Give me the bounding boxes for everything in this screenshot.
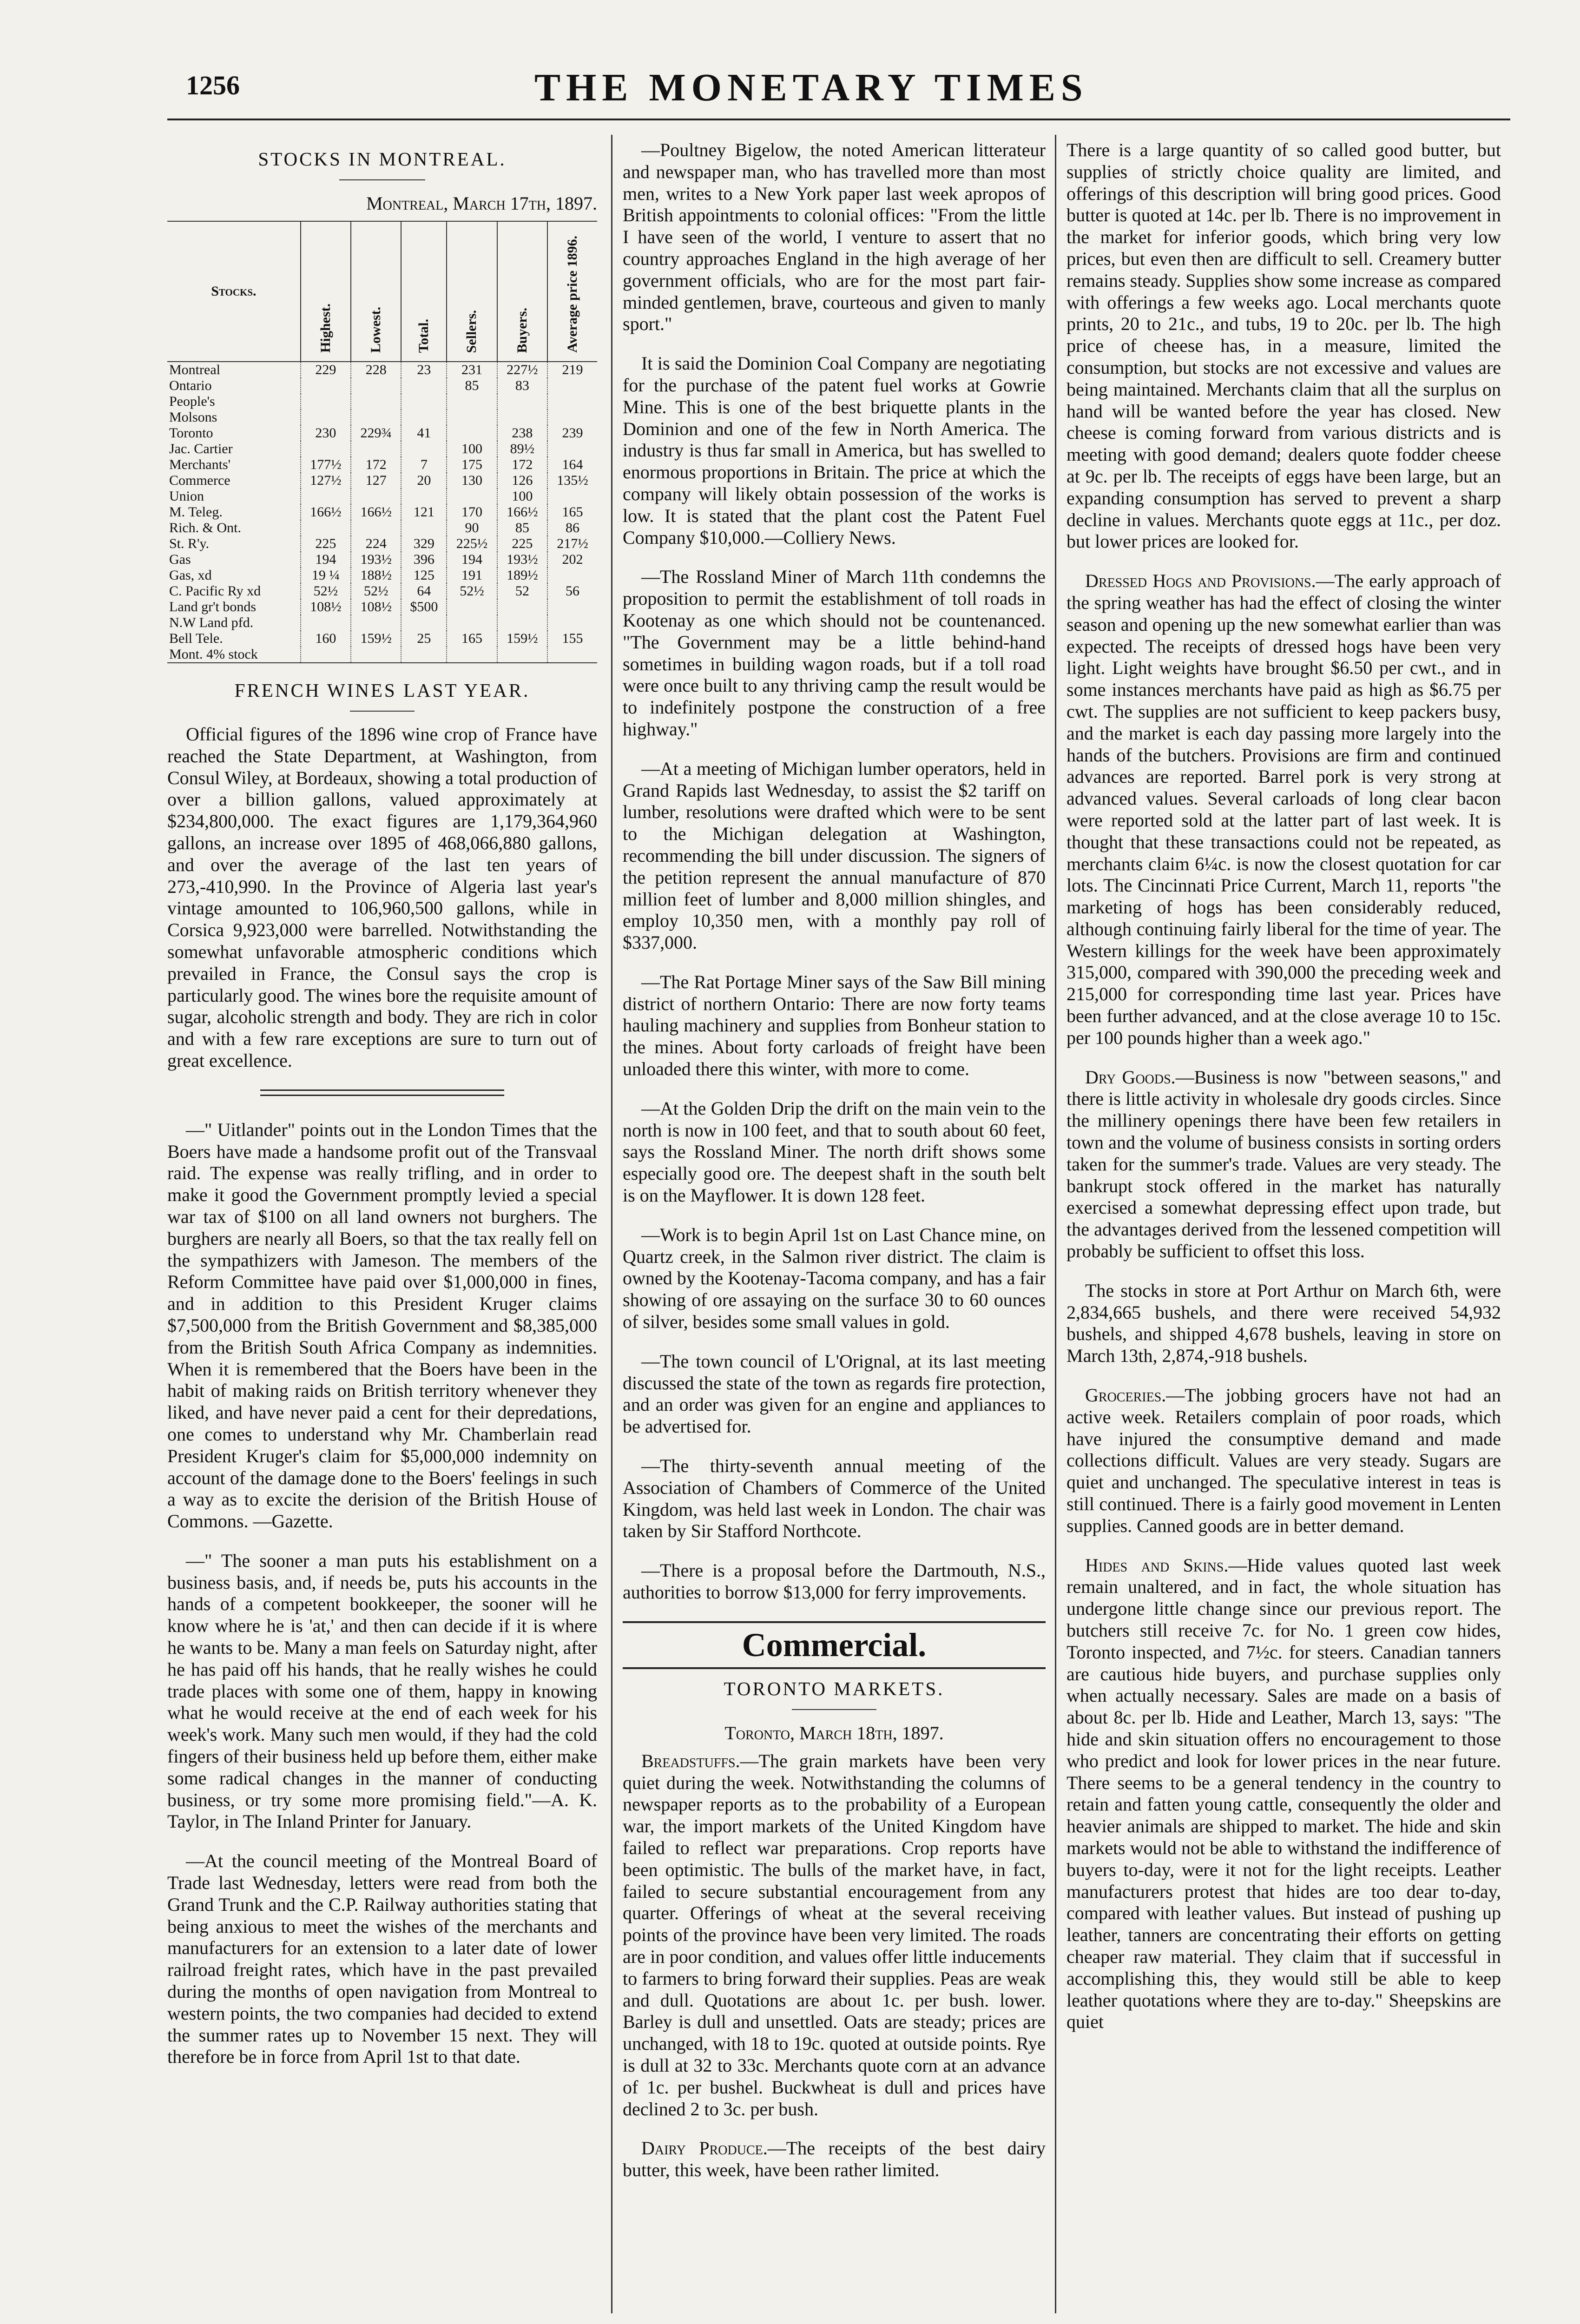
stock-row bbox=[167, 615, 597, 631]
wines-title: FRENCH WINES LAST YEAR. bbox=[234, 680, 530, 701]
stock-value-cell: 191 bbox=[447, 568, 497, 583]
stock-value-cell: 7 bbox=[401, 457, 447, 473]
stock-value-cell bbox=[447, 394, 497, 409]
stock-row bbox=[167, 520, 597, 536]
stock-value-cell: 89½ bbox=[497, 441, 547, 457]
stock-value-cell: 225 bbox=[301, 536, 351, 552]
stock-value-cell bbox=[497, 647, 547, 663]
stock-value-cell: 219 bbox=[547, 362, 597, 378]
stocks-table-header bbox=[167, 221, 597, 362]
stock-value-cell: 52½ bbox=[351, 583, 401, 599]
dairy-heading: Dairy Produce. bbox=[641, 2138, 768, 2159]
stock-name-cell: Jac. Cartier bbox=[169, 441, 233, 456]
stock-value-cell bbox=[547, 441, 597, 457]
stock-value-cell bbox=[351, 647, 401, 663]
stocks-title-rule bbox=[339, 179, 425, 180]
stocks-table bbox=[167, 221, 597, 663]
stock-value-cell: 188½ bbox=[351, 568, 401, 583]
council-article: —At the council meeting of the Montreal Board of Trade last Wednesday, letters were read from both the Grand Trunk and the C.P. Railway authorities stating that being anxious to meet the wishes of the merchants and manufacturers for an extension to a later date of lower railroad freight rates, which have in the past prevailed during the months of open navigation from Montreal to western points, the two companies had decided to extend the summer rates up to November 15 next. They will therefore be in force from April 1st to that date. bbox=[167, 1850, 597, 2067]
stock-value-cell bbox=[401, 378, 447, 394]
stock-row bbox=[167, 599, 597, 615]
stock-value-cell: 228 bbox=[351, 362, 401, 378]
stock-row bbox=[167, 378, 597, 394]
groceries-text: —The jobbing grocers have not had an active week. Retailers complain of poor roads, which have injured the consumptive demand and made collections difficult. Values are very steady. Sugars are quiet and unchanged. The speculative interest in teas is still continued. There is a fairly good movement in Lenten supplies. Canned goods are in better demand. bbox=[1066, 1385, 1501, 1536]
markets-title-rule bbox=[792, 1709, 876, 1710]
stock-value-cell: 56 bbox=[547, 583, 597, 599]
coal-article: It is said the Dominion Coal Company are negotiating for the purchase of the patent fuel works at Gowrie Mine. This is one of the best briquette plants in the Dominion and one of the few in North America. The industry is thus far small in America, but has swelled to enormous proportions in Britain. The price at which the company will likely obtain possession of the works is low. It is stated that the plant cost the Patent Fuel Company $10,000.—Colliery News. bbox=[623, 353, 1046, 548]
stock-value-cell: 166½ bbox=[497, 504, 547, 520]
stock-value-cell bbox=[547, 409, 597, 425]
stock-name-cell: N.W Land pfd. bbox=[169, 615, 254, 630]
stock-value-cell: 239 bbox=[547, 425, 597, 441]
stock-value-cell bbox=[447, 647, 497, 663]
stock-value-cell: 175 bbox=[447, 457, 497, 473]
stock-value-cell: 227½ bbox=[497, 362, 547, 378]
hides-heading: Hides and Skins. bbox=[1085, 1554, 1229, 1576]
stock-value-cell: 160 bbox=[301, 631, 351, 647]
michigan-article: —At a meeting of Michigan lumber operators, held in Grand Rapids last Wednesday, to assist the $2 tariff on lumber, resolutions were drafted which were to be sent to the Michigan delegation at Washington, recommending the bill under discussion. The signers of the petition represent the annual manufacture of 870 million feet of lumber and 8,000 million shingles, and employ 10,350 men, with a monthly pay roll of $337,000. bbox=[623, 758, 1046, 953]
header-rule bbox=[167, 119, 1510, 120]
stock-value-cell bbox=[401, 489, 447, 504]
stock-name-cell: Molsons bbox=[169, 409, 217, 425]
stock-value-cell bbox=[351, 615, 401, 631]
stock-row bbox=[167, 362, 597, 378]
stock-name-cell: Rich. & Ont. bbox=[169, 520, 241, 535]
stock-value-cell bbox=[497, 394, 547, 409]
uitlander-article: —" Uitlander" points out in the London Times that the Boers have made a handsome profit out of the Transvaal raid. The expense was really trifling, and in order to make it good the Government promptly levied a special war tax of $100 on all land owners not burghers. The burghers are nearly all Boers, so that the tax really fell on the sympathizers with Jameson. The members of the Reform Committee have paid over $1,000,000 in fines, and in addition to this President Kruger claims $7,500,000 from the British Government and $8,385,000 from the British South Africa Company as indemnities. When it is remembered that the Boers have been in the habit of making raids on British territory whenever they liked, and have never paid a cent for their depredations, one comes to understand why Mr. Chamberlain read President Kruger's claim for $5,000,000 indemnity on account of the damage done to the Boers' feelings in such a way as to excite the derision of the British House of Commons. —Gazette. bbox=[167, 1119, 597, 1532]
stock-row bbox=[167, 394, 597, 409]
stock-value-cell: 177½ bbox=[301, 457, 351, 473]
drygoods-report bbox=[1066, 1067, 1501, 1262]
bigelow-article: —Poultney Bigelow, the noted American litterateur and newspaper man, who has travelled more than most men, writes to a New York paper last week apropos of British appointments to colonial offices: "From the little I have seen of the world, I venture to assert that no country approaches England in the high average of her government officials, who are for the most part fair-minded gentlemen, brave, courteous and given to manly sport." bbox=[623, 139, 1046, 335]
stock-name-cell: People's bbox=[169, 394, 215, 409]
header-average: Average price 1896. bbox=[547, 221, 597, 362]
column-2 bbox=[623, 139, 1046, 2315]
stock-value-cell bbox=[301, 409, 351, 425]
stock-value-cell: 193½ bbox=[351, 552, 401, 568]
commercial-heading: Commercial. bbox=[623, 1621, 1046, 1669]
hogs-heading: Dressed Hogs and Provisions. bbox=[1085, 570, 1316, 592]
masthead: THE MONETARY TIMES bbox=[534, 66, 1088, 109]
column-1 bbox=[167, 139, 597, 2315]
stock-value-cell bbox=[301, 520, 351, 536]
stock-name-cell: Merchants' bbox=[169, 457, 231, 472]
drygoods-heading: Dry Goods. bbox=[1085, 1066, 1176, 1088]
breadstuffs-report bbox=[623, 1750, 1046, 2120]
stock-row bbox=[167, 631, 597, 647]
stock-value-cell: 90 bbox=[447, 520, 497, 536]
groceries-heading: Groceries. bbox=[1085, 1385, 1166, 1406]
hides-text: —Hide values quoted last week remain unaltered, and in fact, the whole situation has undergone little change since our previous report. The butchers still receive 7c. for No. 1 green cow hides, Toronto inspected, and 7½c. for steers. Canadian tanners are cautious hide buyers, and purchase supplies only when actually necessary. Sales are made on a basis of about 8c. per lb. Hide and Leather, March 13, says: "The hide and skin situation offers no encouragement to those who predict and look for lower prices in the near future. There seems to be a general tendency in the country to retain and fatten young cattle, consequently the older and heavier animals are shipped to market. The hide and skin markets would not be able to withstand the indifference of buyers to-day, were it not for the light receipts. Leather manufacturers protest that hides are too dear to-day, compared with leather values. But instead of pushing up leather, tanners are concentrating their efforts on getting cheaper raw material. They claim that if successful in accomplishing this, they would still be able to keep leather quotations where they are to-day." Sheepskins are quiet bbox=[1066, 1554, 1501, 2033]
chambers-article: —The thirty-seventh annual meeting of the Association of Chambers of Commerce of the United Kingdom, was held last week in London. The chair was taken by Sir Stafford Northcote. bbox=[623, 1455, 1046, 1542]
column-divider-2 bbox=[1055, 135, 1056, 2313]
stock-value-cell: 396 bbox=[401, 552, 447, 568]
stock-value-cell bbox=[351, 378, 401, 394]
stock-name-cell: Bell Tele. bbox=[169, 631, 223, 646]
markets-title: TORONTO MARKETS. bbox=[724, 1677, 945, 1699]
stock-value-cell: 100 bbox=[497, 489, 547, 504]
stock-value-cell: 238 bbox=[497, 425, 547, 441]
stock-value-cell bbox=[301, 489, 351, 504]
stock-row bbox=[167, 568, 597, 583]
stock-value-cell: 189½ bbox=[497, 568, 547, 583]
stock-row bbox=[167, 457, 597, 473]
stock-value-cell: 202 bbox=[547, 552, 597, 568]
stock-value-cell: 64 bbox=[401, 583, 447, 599]
stock-value-cell: 100 bbox=[447, 441, 497, 457]
stock-value-cell bbox=[301, 378, 351, 394]
stock-value-cell: 231 bbox=[447, 362, 497, 378]
stock-value-cell: 172 bbox=[497, 457, 547, 473]
stock-name-cell: Commerce bbox=[169, 473, 230, 488]
stock-value-cell bbox=[401, 441, 447, 457]
stock-name-cell: Union bbox=[169, 489, 204, 504]
lorignal-article: —The town council of L'Orignal, at its last meeting discussed the state of the town as regards fire protection, and an order was given for an engine and appliances to be advertised for. bbox=[623, 1350, 1046, 1437]
stock-row bbox=[167, 552, 597, 568]
stock-value-cell bbox=[447, 489, 497, 504]
stock-value-cell: 166½ bbox=[351, 504, 401, 520]
stock-name-cell: C. Pacific Ry xd bbox=[169, 583, 261, 599]
stock-value-cell: 85 bbox=[447, 378, 497, 394]
stock-value-cell bbox=[547, 394, 597, 409]
stock-value-cell bbox=[401, 647, 447, 663]
stock-name-cell: Land gr't bonds bbox=[169, 599, 257, 614]
stock-name-cell: St. R'y. bbox=[169, 536, 209, 551]
stock-row bbox=[167, 425, 597, 441]
header-lowest: Lowest. bbox=[351, 221, 401, 362]
stock-row bbox=[167, 489, 597, 504]
stock-value-cell bbox=[401, 520, 447, 536]
stock-value-cell: 224 bbox=[351, 536, 401, 552]
stocks-title: STOCKS IN MONTREAL. bbox=[258, 148, 507, 170]
stock-value-cell: 159½ bbox=[497, 631, 547, 647]
stock-row bbox=[167, 536, 597, 552]
stock-value-cell bbox=[401, 615, 447, 631]
stock-row bbox=[167, 441, 597, 457]
stock-value-cell: 108½ bbox=[351, 599, 401, 615]
stock-value-cell bbox=[547, 615, 597, 631]
wines-article: Official figures of the 1896 wine crop of France have reached the State Department, at Washington, from Consul Wiley, at Bordeaux, showing a total production of over a billion gallons, valued approximately at $234,800,000. The exact figures are 1,179,364,960 gallons, an increase over 1895 of 468,066,880 gallons, and over the average of the last ten years of 273,-410,990. In the Province of Algeria last year's vintage amounted to 106,960,500 gallons, while in Corsica 9,923,000 were barrelled. Notwithstanding the somewhat unfavorable atmospheric conditions which prevailed in France, the Consul says the crop is particularly good. The wines bore the requisite amount of sugar, alcoholic strength and body. They are rich in color and with a few rare exceptions are sure to turn out of great excellence. bbox=[167, 724, 597, 1071]
stock-value-cell bbox=[351, 441, 401, 457]
breadstuffs-text: —The grain markets have been very quiet during the week. Notwithstanding the columns of newspaper reports as to the probability of a European war, the import markets of the United Kingdom have failed to reflect war preparations. Crop reports have been optimistic. The bulls of the market have, in fact, failed to secure substantial encouragement from any quarter. Offerings of wheat at the several receiving points of the province have been very limited. The roads are in poor condition, and values offer little inducements to farmers to bring forward their supplies. Peas are weak and dull. Quotations are about 1c. per bush. lower. Barley is dull and unsettled. Oats are steady; prices are unchanged, with 18 to 19c. quoted at outside points. Rye is dull at 32 to 33c. Merchants quote corn at an advance of 1c. per bushel. Buckwheat is dull and prices have declined 2 to 3c. per bush. bbox=[623, 1750, 1046, 2119]
stock-value-cell: 41 bbox=[401, 425, 447, 441]
stock-value-cell: 172 bbox=[351, 457, 401, 473]
stock-value-cell: 217½ bbox=[547, 536, 597, 552]
stock-row bbox=[167, 647, 597, 663]
stock-value-cell bbox=[351, 394, 401, 409]
markets-date: Toronto, March 18th, 1897. bbox=[724, 1722, 944, 1743]
stock-value-cell: 19 ¼ bbox=[301, 568, 351, 583]
stock-value-cell: 108½ bbox=[301, 599, 351, 615]
stock-value-cell bbox=[301, 647, 351, 663]
lastchance-article: —Work is to begin April 1st on Last Chance mine, on Quartz creek, in the Salmon river district. The claim is owned by the Kootenay-Tacoma company, and has a fair showing of ore assaying on the surface 30 to 60 ounces of silver, besides some small values in gold. bbox=[623, 1224, 1046, 1333]
stock-value-cell: 164 bbox=[547, 457, 597, 473]
goldendrip-article: —At the Golden Drip the drift on the main vein to the north is now in 100 feet, and that to south about 60 feet, says the Rossland Miner. The north drift shows some especially good ore. The deepest shaft in the south belt is on the Mayflower. It is down 128 feet. bbox=[623, 1097, 1046, 1206]
stock-name-cell: Gas, xd bbox=[169, 568, 212, 583]
stock-value-cell: 125 bbox=[401, 568, 447, 583]
header-sellers: Sellers. bbox=[447, 221, 497, 362]
stock-value-cell: 83 bbox=[497, 378, 547, 394]
stock-value-cell bbox=[547, 599, 597, 615]
stock-value-cell: 229 bbox=[301, 362, 351, 378]
stock-name-cell: Gas bbox=[169, 552, 191, 567]
stock-value-cell: 23 bbox=[401, 362, 447, 378]
stock-value-cell bbox=[547, 378, 597, 394]
stock-value-cell: 52½ bbox=[301, 583, 351, 599]
stocks-table-body bbox=[167, 362, 597, 663]
header-stocks: Stocks. bbox=[167, 221, 301, 362]
groceries-report bbox=[1066, 1385, 1501, 1537]
stock-value-cell bbox=[301, 615, 351, 631]
stock-value-cell: 130 bbox=[447, 473, 497, 489]
stock-value-cell bbox=[301, 441, 351, 457]
stock-value-cell: 194 bbox=[301, 552, 351, 568]
column-divider-1 bbox=[611, 135, 612, 2313]
hogs-report bbox=[1066, 570, 1501, 1049]
stock-value-cell: 126 bbox=[497, 473, 547, 489]
stock-value-cell: 225½ bbox=[447, 536, 497, 552]
stock-value-cell: 165 bbox=[547, 504, 597, 520]
stock-row bbox=[167, 473, 597, 489]
stock-value-cell bbox=[401, 394, 447, 409]
stock-row bbox=[167, 409, 597, 425]
stock-value-cell: 194 bbox=[447, 552, 497, 568]
stock-value-cell bbox=[447, 599, 497, 615]
wines-title-rule bbox=[350, 711, 415, 712]
column-3 bbox=[1066, 139, 1501, 2315]
header-total: Total. bbox=[401, 221, 447, 362]
stock-value-cell: 166½ bbox=[301, 504, 351, 520]
stock-value-cell bbox=[351, 409, 401, 425]
stock-value-cell: 25 bbox=[401, 631, 447, 647]
stock-value-cell bbox=[497, 615, 547, 631]
stock-value-cell bbox=[497, 409, 547, 425]
stock-value-cell: 225 bbox=[497, 536, 547, 552]
stock-row bbox=[167, 583, 597, 599]
stock-value-cell: 165 bbox=[447, 631, 497, 647]
page-number: 1256 bbox=[186, 70, 240, 100]
rossland-article: —The Rossland Miner of March 11th condemns the proposition to permit the establishment of toll roads in Kootenay as one which should not be countenanced. "The Government may be a little behind-hand sometimes in building wagon roads, but if a toll road were once built to any thriving camp the result would be to indefinitely postpone the construction of a free highway." bbox=[623, 566, 1046, 739]
stock-value-cell bbox=[547, 489, 597, 504]
stock-value-cell bbox=[351, 520, 401, 536]
header-buyers: Buyers. bbox=[497, 221, 547, 362]
portarthur-report: The stocks in store at Port Arthur on March 6th, were 2,834,665 bushels, and there were received 54,932 bushels, and shipped 4,678 bushels, leaving in store on March 13th, 2,874,-918 bushels. bbox=[1066, 1280, 1501, 1367]
stock-value-cell bbox=[447, 615, 497, 631]
sooner-article: —" The sooner a man puts his establishment on a business basis, and, if needs be, puts his accounts in the hands of a competent bookkeeper, the sooner will he know where he is 'at,' and then can decide if it is where he wants to be. Many a man feels on Saturday night, after he has paid off his hands, that he really wishes he could trade places with some one of them, happy in knowing what he would receive at the end of each week for his week's work. Many such men would, if they had the cold fingers of their business held up before them, either make some radical changes in the manner of conducting business, or try some more promising field."—A. K. Taylor, in The Inland Printer for January. bbox=[167, 1550, 597, 1832]
stock-value-cell: 193½ bbox=[497, 552, 547, 568]
stock-value-cell: 121 bbox=[401, 504, 447, 520]
stock-value-cell: 20 bbox=[401, 473, 447, 489]
dairy-text: —The receipts of the best dairy butter, this week, have been rather limited. bbox=[623, 2138, 1046, 2181]
hogs-text: —The early approach of the spring weather has had the effect of closing the winter season and opening up the new somewhat earlier than was expected. The receipts of dressed hogs have been very light. Light weights have brought $6.50 per cwt., and in some instances merchants have paid as high as $6.75 per cwt. The supplies are not sufficient to keep packers busy, and the market is each day passing more largely into the hands of the butchers. Provisions are firm and continued advances are reported. Barrel pork is very strong at advanced values. Several carloads of long clear bacon were reported sold at the latter part of last week. It is thought that these transactions could not be repeated, as merchants claim 6¼c. is now the closest quotation for car lots. The Cincinnati Price Current, March 11, reports "the marketing of hogs has been considerably reduced, although continuing fairly liberal for the time of year. The Western killings for the week have been approximately 315,000, compared with 390,000 the preceding week and 215,000 for corresponding time last year. Prices have been further advanced, and at the close average 10 to 15c. per 100 pounds higher than a week ago." bbox=[1066, 570, 1501, 1048]
stock-value-cell: 229¾ bbox=[351, 425, 401, 441]
drygoods-text: —Business is now "between seasons," and there is little activity in wholesale dry goods circles. Since the millinery openings there have been few retailers in town and the volume of business consists in sorting orders taken for the summer's trade. Values are very steady. The bankrupt stock offered in the market has naturally exercised a somewhat depressing effect upon trade, but the advantages derived from the lessened competition will probably be sufficient to offset this loss. bbox=[1066, 1066, 1501, 1262]
stock-value-cell: 155 bbox=[547, 631, 597, 647]
stock-name-cell: Montreal bbox=[169, 362, 220, 377]
section-divider bbox=[260, 1089, 504, 1096]
stock-value-cell: $500 bbox=[401, 599, 447, 615]
stock-value-cell: 135½ bbox=[547, 473, 597, 489]
header-highest: Highest. bbox=[301, 221, 351, 362]
breadstuffs-heading: Breadstuffs. bbox=[641, 1750, 740, 1771]
dairy-report bbox=[623, 2138, 1046, 2181]
ratportage-article: —The Rat Portage Miner says of the Saw Bill mining district of northern Ontario: There are now forty teams hauling machinery and supplies from Bonheur station to the mines. About forty carloads of freight have been unloaded there this winter, with more to come. bbox=[623, 971, 1046, 1080]
stock-value-cell: 52 bbox=[497, 583, 547, 599]
stock-value-cell: 52½ bbox=[447, 583, 497, 599]
stock-name-cell: Ontario bbox=[169, 378, 212, 393]
stock-value-cell bbox=[547, 568, 597, 583]
stock-value-cell: 127 bbox=[351, 473, 401, 489]
stock-value-cell: 127½ bbox=[301, 473, 351, 489]
stocks-date: Montreal, March 17th, 1897. bbox=[366, 193, 597, 214]
stock-value-cell: 86 bbox=[547, 520, 597, 536]
stock-value-cell bbox=[497, 599, 547, 615]
dartmouth-article: —There is a proposal before the Dartmouth, N.S., authorities to borrow $13,000 for ferry improvements. bbox=[623, 1560, 1046, 1603]
stock-value-cell bbox=[351, 489, 401, 504]
stock-name-cell: Toronto bbox=[169, 425, 213, 441]
stock-value-cell bbox=[401, 409, 447, 425]
stock-value-cell bbox=[447, 425, 497, 441]
dairy-continued: There is a large quantity of so called good butter, but supplies of strictly choice quality are limited, and offerings of this description will bring good prices. Good butter is quoted at 14c. per lb. There is no improvement in the market for inferior goods, which bring very low prices, but even then are difficult to sell. Creamery butter remains steady. Supplies show some increase as compared with offerings a few weeks ago. Local merchants quote prints, 20 to 21c., and tubs, 19 to 20c. per lb. The high price of cheese has, in a measure, limited the consumption, but stocks are not excessive and values are being maintained. Merchants claim that all the surplus on hand will be wanted before the year has closed. New cheese is coming forward from various districts and is meeting with good demand; dealers quote fodder cheese at 9c. per lb. The receipts of eggs have been large, but an expanding consumption has served to prevent a sharp decline in values. Merchants quote eggs at 11c., per doz. but lower prices are looked for. bbox=[1066, 139, 1501, 552]
stock-row bbox=[167, 504, 597, 520]
stock-value-cell bbox=[301, 394, 351, 409]
stock-name-cell: Mont. 4% stock bbox=[167, 647, 301, 663]
stock-value-cell bbox=[547, 647, 597, 663]
stock-value-cell: 85 bbox=[497, 520, 547, 536]
stock-value-cell: 230 bbox=[301, 425, 351, 441]
stock-value-cell: 329 bbox=[401, 536, 447, 552]
stock-value-cell: 159½ bbox=[351, 631, 401, 647]
hides-report bbox=[1066, 1555, 1501, 2034]
stock-value-cell bbox=[447, 409, 497, 425]
stock-value-cell: 170 bbox=[447, 504, 497, 520]
stock-name-cell: M. Teleg. bbox=[169, 504, 223, 520]
